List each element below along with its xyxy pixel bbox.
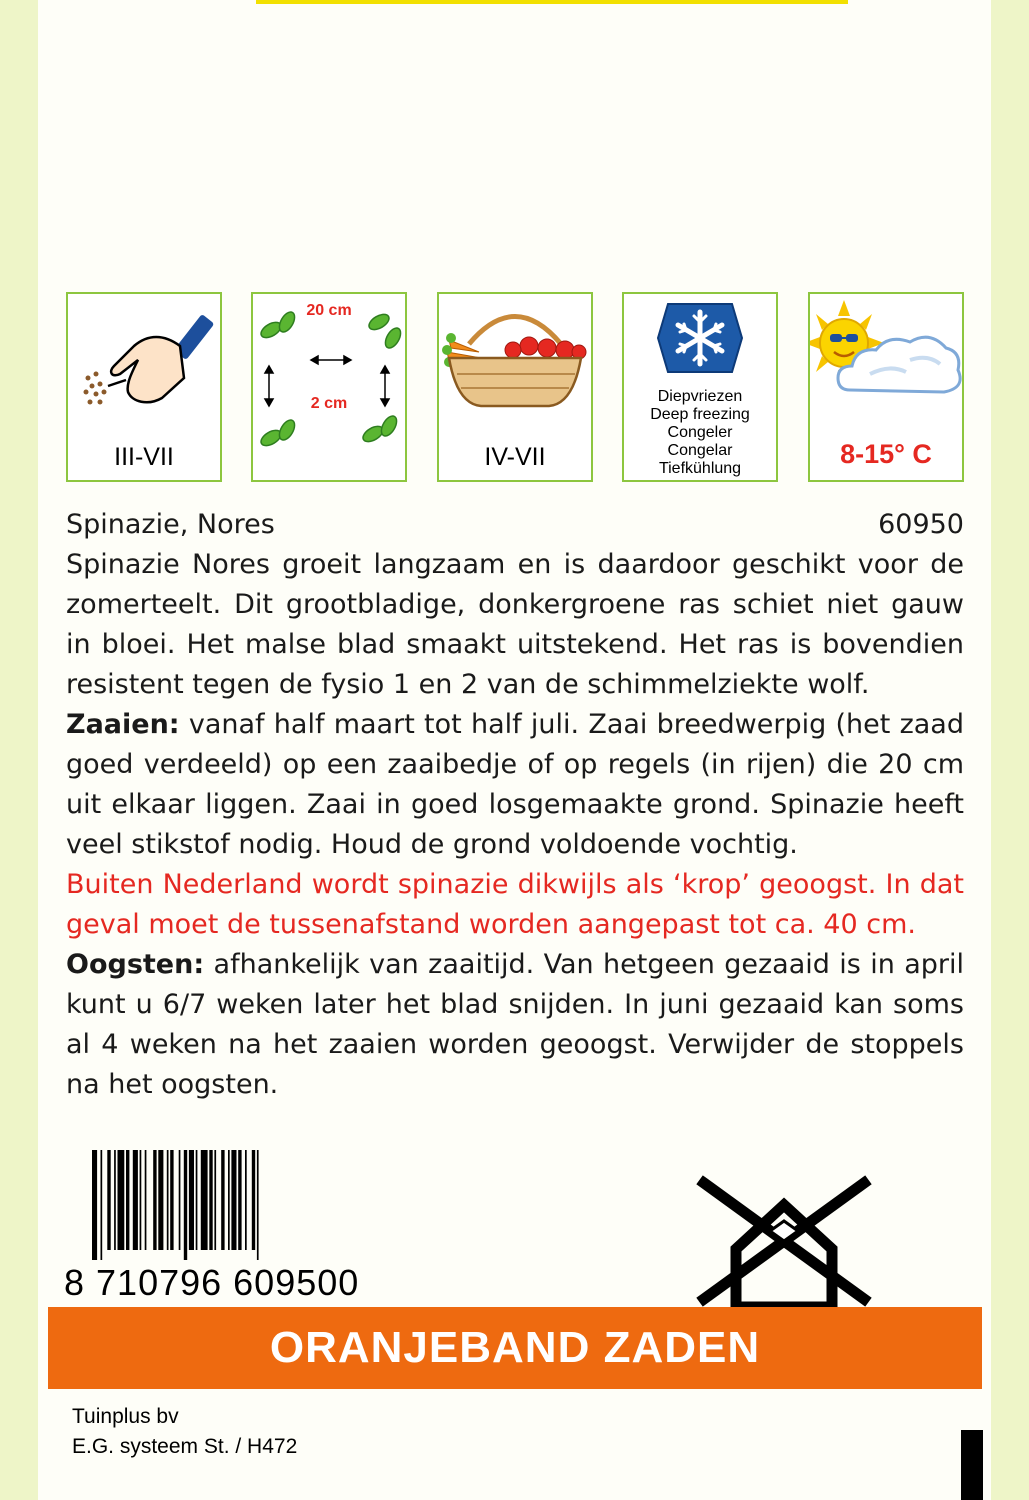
sowing-instructions [66, 705, 964, 865]
temperature-box [808, 292, 964, 482]
freeze-label-de: Tiefkühlung [658, 460, 742, 477]
freeze-label-fr: Congeler [667, 424, 733, 441]
sowing-text: vanaf half maart tot half juli. Zaai breedwerpig (het zaad goed verdeeld) op een zaaibedje of op regels (in rijen) die 20 cm uit elkaar liggen. Zaai in goed losgemaakte grond. Spinazie heeft veel stikstof nodig. Houd de grond voldoende vochtig. [66, 709, 964, 860]
harvest-period-box [437, 292, 593, 482]
freezing-labels [624, 388, 776, 478]
barcode-digits: 8 710796 609500 [64, 1262, 360, 1303]
sowing-heading: Zaaien: [66, 709, 180, 740]
row-spacing-label: 20 cm [306, 302, 352, 319]
barcode-icon [62, 1150, 418, 1260]
brand-bar: ORANJEBAND ZADEN [48, 1307, 982, 1389]
barcode-bar [184, 1150, 187, 1260]
barcode-bar [145, 1150, 147, 1250]
barcode-bar [167, 1150, 169, 1250]
harvest-period-label: IV-VII [484, 443, 546, 471]
barcode-bar [133, 1150, 138, 1250]
barcode-bar [201, 1150, 208, 1250]
barcode-bar [252, 1150, 255, 1250]
footer [72, 1402, 297, 1462]
barcode-bar [245, 1150, 247, 1250]
barcode-bar [221, 1150, 224, 1250]
print-mark [961, 1430, 983, 1500]
barcode-bar [231, 1150, 236, 1250]
barcode-bar [257, 1150, 259, 1260]
company-name: Tuinplus bv [72, 1405, 179, 1428]
harvest-heading: Oogsten: [66, 949, 205, 980]
harvest-text: afhankelijk van zaaitijd. Van hetgeen gezaaid is in april kunt u 6/7 weken later het blad snijden. In juni gezaaid kan soms al 4 weken na het zaaien worden geoogst. Verwijder de stoppels na het oogsten. [66, 949, 964, 1100]
barcode-bar [114, 1150, 116, 1250]
barcode-bar [209, 1150, 212, 1250]
barcode-bar [189, 1150, 194, 1250]
barcode-bar [118, 1150, 125, 1250]
barcode-bar [238, 1150, 241, 1250]
certification-standard: E.G. systeem St. / H472 [72, 1435, 298, 1458]
product-text [66, 505, 964, 1105]
freeze-label-en: Deep freezing [650, 406, 750, 423]
freeze-label-es: Congelar [667, 442, 733, 459]
title-row [66, 505, 964, 545]
product-code: 60950 [878, 509, 964, 540]
plant-spacing-icon [253, 294, 405, 480]
spacing-note: Buiten Nederland wordt spinazie dikwijls als ‘krop’ geoogst. In dat geval moet de tussenafstand worden aangepast tot ca. 40 cm. [66, 869, 964, 940]
freezing-box [622, 292, 778, 482]
barcode-bar [107, 1150, 110, 1250]
temperature-label: 8-15° C [840, 439, 932, 469]
snowflake-icon [624, 294, 776, 386]
left-margin-strip [0, 0, 38, 1500]
barcode-bar [92, 1150, 97, 1260]
barcode-bar [228, 1150, 230, 1250]
product-description: Spinazie Nores groeit langzaam en is daardoor geschikt voor de zomerteelt. Dit grootbladige, donkergroene ras schiet niet gauw in bloei. Het malse blad smaakt uitstekend. Het ras is bovendien resistent tegen de fysio 1 en 2 van de schimmelziekte wolf. [66, 549, 964, 700]
top-color-mark [256, 0, 848, 4]
barcode-bar [126, 1150, 129, 1250]
vegetable-basket-icon [439, 294, 591, 434]
sowing-period-box [66, 292, 222, 482]
barcode-bar [153, 1150, 156, 1250]
right-margin-strip [991, 0, 1029, 1500]
barcode-bar [170, 1150, 173, 1250]
sun-cloud-icon [810, 294, 962, 414]
product-name: Spinazie, Nores [66, 509, 275, 540]
windmill-logo-icon [696, 1175, 872, 1307]
harvest-instructions [66, 945, 964, 1105]
barcode-bar [140, 1150, 142, 1250]
sowing-hand-icon [68, 294, 220, 434]
spacing-box [251, 292, 407, 482]
freeze-label-nl: Diepvriezen [657, 388, 743, 405]
sowing-period-label: III-VII [114, 443, 174, 471]
barcode-bar [101, 1150, 103, 1260]
barcode-bar [196, 1150, 198, 1250]
plant-spacing-label: 2 cm [310, 395, 348, 412]
barcode-bar [158, 1150, 163, 1250]
barcode-bar [179, 1150, 181, 1250]
barcode-bar [214, 1150, 216, 1250]
